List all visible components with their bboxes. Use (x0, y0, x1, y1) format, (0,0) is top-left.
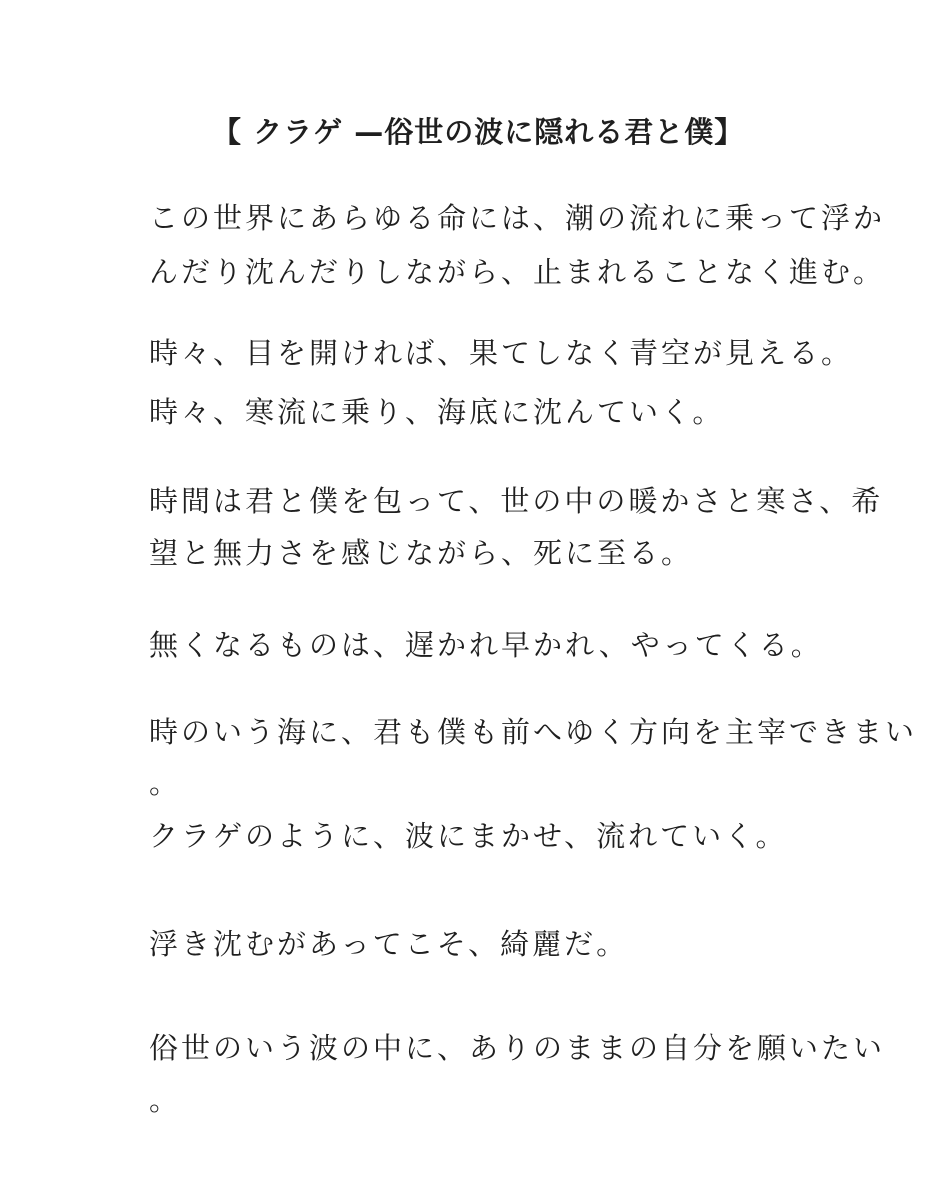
text-line: この世界にあらゆる命には、潮の流れに乗って浮か (149, 201, 886, 235)
text-line: 俗世のいう波の中に、ありのままの自分を願いたい (149, 1031, 886, 1065)
text-line: 。 (149, 1083, 182, 1117)
text-line: 浮き沈むがあってこそ、綺麗だ。 (149, 927, 629, 961)
text-line: 時のいう海に、君も僕も前へゆく方向を主宰できまい (149, 715, 918, 749)
text-line: クラゲのように、波にまかせ、流れていく。 (149, 819, 788, 853)
text-line: 時々、寒流に乗り、海底に沈んていく。 (149, 395, 725, 429)
text-line: 無くなるものは、遅かれ早かれ、やってくる。 (149, 628, 823, 662)
text-line: 時間は君と僕を包って、世の中の暖かさと寒さ、希 (149, 484, 884, 518)
text-line: んだり沈んだりしながら、止まれることなく進む。 (149, 255, 886, 289)
document-title: 【 クラゲ —俗世の波に隠れる君と僕】 (212, 115, 745, 149)
text-line: 。 (149, 766, 182, 800)
text-line: 望と無力さを感じながら、死に至る。 (149, 536, 694, 570)
text-line: 時々、目を開ければ、果てしなく青空が見える。 (149, 336, 854, 370)
